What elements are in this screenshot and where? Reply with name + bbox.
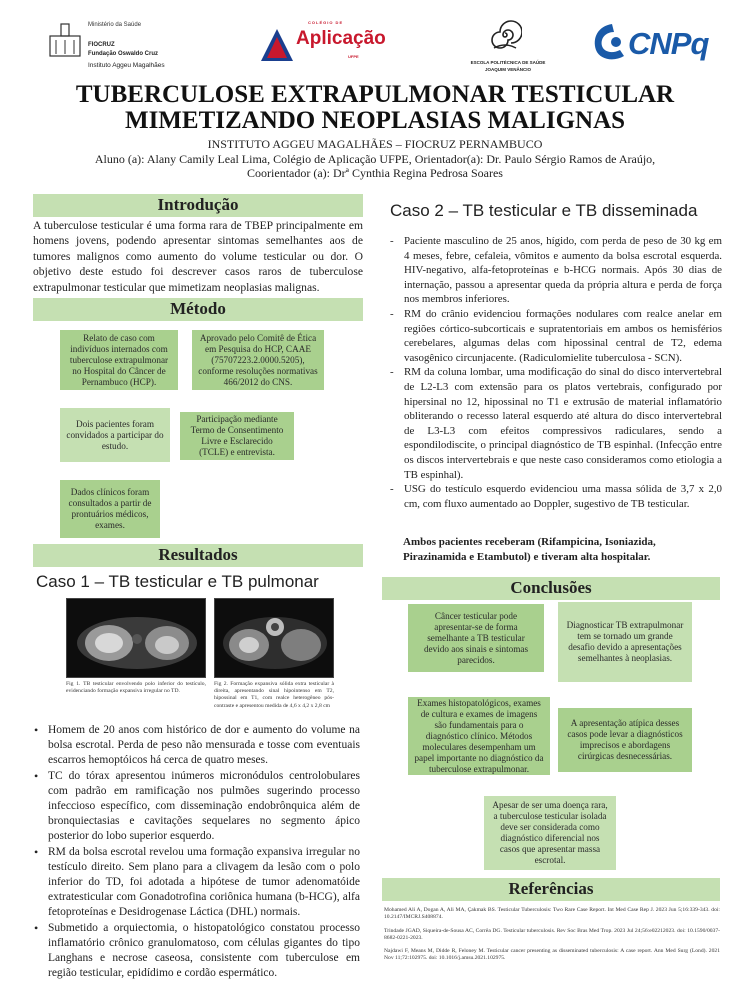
list-item: - RM do crânio evidenciou formações nodulares com realce anelar em regiões córtico-subcorticais e supratentoriais em ambos os hemisférios cerebelares, algumas delas com hipossinal central de T2, edema vasogênico circunjacente. (Radiculomielite tuberculosa - SCN).: [386, 307, 722, 365]
instituto-text: Instituto Aggeu Magalhães: [88, 62, 165, 69]
fiocruz-text: FIOCRUZ: [88, 42, 115, 48]
cnpq-text: CNPq: [628, 26, 709, 61]
list-item: - Paciente masculino de 25 anos, hígido, com perda de peso de 30 kg em 4 meses, febre, cefaleia, vômitos e aumento da bolsa escrotal esquerda. HIV-negativo, alfa-fetoproteínas e b-HCG normais. Após 30 dias de internação, passou a apresentar queda da própria altura e perda de força nos membros inferiores.: [386, 234, 722, 307]
building-icon: [48, 22, 82, 58]
results-heading: Resultados: [33, 544, 363, 567]
colegio-small: COLÉGIO DE: [308, 20, 344, 25]
case1-list: [30, 723, 360, 981]
method-box-3: Dois pacientes foram convidados a participar do estudo.: [60, 408, 170, 462]
method-box-1: Relato de caso com indivíduos internados com tuberculose extrapulmonar no Hospital do Câncer de Pernambuco (HCP).: [60, 330, 178, 390]
authors-line1: Aluno (a): Alany Camily Leal Lima, Colégio de Aplicação UFPE, Orientador(a): Dr. Paulo Sérgio Ramos de Araújo,: [94, 152, 656, 166]
cnpq-logo: [590, 16, 718, 70]
conclusion-box-5: Apesar de ser uma doença rara, a tuberculose testicular isolada deve ser considerada como diagnóstico diferencial nos casos que apresentar massa escrotal.: [484, 796, 616, 870]
list-item: • Submetido a orquiectomia, o histopatológico constatou processo inflamatório crônico granulomatoso, com células gigantes do tipo Langhans e necrose caseosa, consistente com tuberculose em região testicular, epidídimo e cordão espermático.: [30, 921, 360, 982]
conclusion-box-3: Exames histopatológicos, exames de cultura e exames de imagens são fundamentais para o diagnóstico clínico. Métodos moleculares desempenham um papel importante no diagnóstico da tuberculose extrapulmonar.: [408, 697, 550, 775]
spiral-icon: [488, 18, 522, 52]
mri-scan-1-icon: [67, 599, 206, 678]
list-item: • TC do tórax apresentou inúmeros micronódulos centrolobulares com padrão em ramificação nos pulmões sugerindo processo infeccioso específico, com disseminação endobrônquica além de bronquiectasias e cavitações sequelares no segmento ápico posterior do lobo superior esquerdo.: [30, 769, 360, 845]
escola-line2: JOAQUIM VENÂNCIO: [484, 67, 531, 72]
case2-title: Caso 2 – TB testicular e TB disseminada: [390, 201, 698, 220]
references-heading: Referências: [382, 878, 720, 901]
conclusion-box-1: Câncer testicular pode apresentar-se de forma semelhante a TB testicular devido aos sinais e sintomas parecidos.: [408, 604, 544, 672]
fiocruz-logo: [48, 16, 228, 76]
escola-line1: ESCOLA POLITÉCNICA DE SAÚDE: [470, 60, 546, 65]
intro-text: A tuberculose testicular é uma forma rara de TBEP principalmente em homens jovens, podendo apresentar sintomas semelhantes aos de tumores malignos como aumento do volume testicular ou dor. O objetivo deste estudo foi descrever casos raros de tuberculose extrapulmonar testicular que mimetizam neoplasias malignas.: [33, 219, 363, 294]
colegio-big: Aplicação: [296, 28, 386, 49]
ministerio-text: Ministério da Saúde: [88, 22, 142, 28]
cnpq-mark-icon: [590, 20, 630, 64]
mri-image-1: [66, 598, 206, 678]
escola-politecnica-logo: [450, 18, 560, 78]
institution: INSTITUTO AGGEU MAGALHÃES – FIOCRUZ PERNAMBUCO: [207, 137, 543, 151]
intro-heading: Introdução: [33, 194, 363, 217]
case2-list: [386, 234, 722, 511]
fig2-caption: Fig 2. Formação expansiva sólida extra testicular à direita, apresentando sinal hipointenso em T2, hipossinal em T1, com realce heterogêneo pós-contraste e apresentou medida de 4,6 x 4,2 x 2,8 cm: [214, 681, 334, 709]
list-item: • RM da bolsa escrotal revelou uma formação expansiva irregular no testículo direito. Sem plano para a clivagem da lesão com o polo inferior do TD, foi adotada a hipótese de tumor adenomatóide extratesticular com Gonadotrofina coriônica humana (b-HCG), alfa fetoproteínas e Desidrogenase Láctica (DHL) normais.: [30, 845, 360, 921]
title-line2: MIMETIZANDO NEOPLASIAS MALIGNAS: [124, 107, 626, 134]
list-item: - USG do testículo esquerdo evidenciou uma massa sólida de 3,7 x 2,0 cm, com fluxo aumentado ao Doppler, sugestivo de TB testicular.: [386, 482, 722, 511]
conclusions-heading: Conclusões: [382, 577, 720, 600]
mri-image-2: [214, 598, 334, 678]
colegio-ufpe: UFPE: [348, 54, 359, 59]
method-heading: Método: [33, 298, 363, 321]
treatment-note: Ambos pacientes receberam (Rifampicina, Isoniazida, Pirazinamida e Etambutol) e tiveram alta hospitalar.: [403, 536, 656, 563]
case1-title: Caso 1 – TB testicular e TB pulmonar: [36, 572, 319, 591]
fundacao-text: Fundação Oswaldo Cruz: [88, 51, 159, 57]
poster-title: [20, 82, 730, 134]
colegio-aplicacao-logo: [258, 14, 386, 76]
method-box-2: Aprovado pelo Comitê de Ética em Pesquisa do HCP, CAAE (75707223.2.0000.5205), conforme resoluções normativas 466/2012 do CNS.: [192, 330, 324, 390]
authors-line2: Coorientador (a): Drª Cynthia Regina Pedrosa Soares: [247, 166, 503, 180]
method-box-5: Dados clínicos foram consultados a partir de prontuários médicos, exames.: [60, 480, 160, 538]
reference-item: Trindade JGAD, Siqueira-de-Sousa AC, Corrêa DG. Testicular tuberculosis. Rev Soc Bras Med Trop. 2023 Jul 24;56:e02212023. doi: 10.1590/0037-8682-0221-2023.: [384, 928, 720, 942]
conclusion-box-4: A apresentação atípica desses casos pode levar a diagnósticos imprecisos e abordagens cirúrgicas desnecessárias.: [558, 708, 692, 772]
fig1-caption: Fig 1. TB testicular envolvendo polo inferior do testículo, evidenciando formação expansiva irregular no TD.: [66, 681, 206, 695]
list-item: • Homem de 20 anos com histórico de dor e aumento do volume na bolsa escrotal. Perda de peso não mensurada e tosse com eventuais escarros hemoptóicos há cerca de quatro meses.: [30, 723, 360, 769]
logo-bar: [0, 10, 750, 80]
reference-item: Mohamed Ali A, Dogan A, Ali MA, Çakmak BS. Testicular Tuberculosis: Two Rare Case Report. Int Med Case Rep J. 2023 Jun 5;16:339-343. doi: 10.2147/IMCRJ.S408874.: [384, 907, 720, 921]
title-line1: TUBERCULOSE EXTRAPULMONAR TESTICULAR: [75, 81, 675, 108]
mri-scan-2-icon: [215, 599, 334, 678]
conclusion-box-2: Diagnosticar TB extrapulmonar tem se tornado um grande desafio devido a apresentações semelhantes à neoplasias.: [558, 602, 692, 682]
list-item: - RM da coluna lombar, uma modificação do sinal do disco intervertebral de L2-L3 com extensão para os platos vertebrais, configurado por hipersinal no 12, hipossinal no T1 e extrusão de material inflamatório obliterando o recesso lateral esquerdo até altura do disco intervertebral de L3-L3 com efeitos compressivos radiculares, sendo a espondilodiscite, o principal diagnóstico de TB espinhal. (Infecção entre os discos intervertebrais e que neste caso consideramos como etiologia a TB espinhal).: [386, 365, 722, 482]
triangle-icon: [260, 28, 294, 62]
method-box-4: Participação mediante Termo de Consentimento Livre e Esclarecido (TCLE) e entrevista.: [180, 412, 294, 460]
reference-item: Najdawi F, Means M, Didde R, Feloney M. Testicular cancer presenting as disseminated tuberculosis: A case report. Ann Med Surg (Lond). 2021 Nov 11;72:102975. doi: 10.1016/j.amsu.2021.102975.: [384, 948, 720, 962]
